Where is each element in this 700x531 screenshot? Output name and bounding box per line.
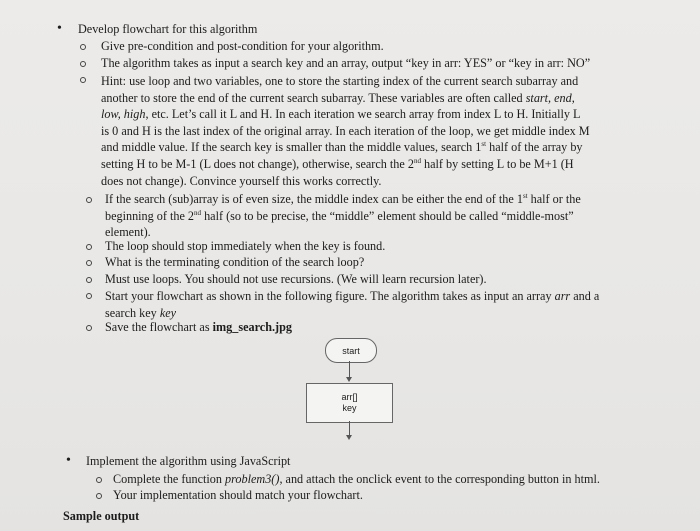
- superscript: nd: [413, 156, 421, 165]
- io-key-label: key: [342, 403, 357, 413]
- fn-text: Complete the function: [113, 472, 226, 486]
- io-arr-label: arr[]: [341, 392, 358, 402]
- hint-line: Hint: use loop and two variables, one to store the starting index of the current search subarray and: [101, 74, 579, 88]
- flowchart-connector: [349, 421, 350, 435]
- sub-bullet-circle: [86, 325, 92, 331]
- even-text: half or the: [527, 192, 581, 206]
- arrow-down-icon: [346, 435, 352, 440]
- item-loop-stop: The loop should stop immediately when the key is found.: [105, 239, 386, 253]
- item-complete-function: [113, 472, 600, 487]
- sample-output-heading: Sample output: [63, 509, 140, 523]
- start-line: [105, 288, 665, 305]
- sub-bullet-circle: [86, 197, 92, 203]
- item-even-size: [105, 191, 665, 241]
- hint-text: setting H to be M-1 (L does not change), otherwise, search the 2: [101, 156, 414, 171]
- item-input-output: The algorithm takes as input a search key and an array, output “key in arr: YES” or “key in arr: NO”: [101, 56, 591, 70]
- superscript: st: [522, 192, 528, 200]
- sub-bullet-circle: [80, 61, 86, 67]
- filename-bold: img_search.jpg: [212, 320, 292, 334]
- hint-italic-low-high: low, high: [101, 107, 146, 122]
- item-start-flowchart: [105, 288, 665, 321]
- start-label: start: [342, 345, 360, 356]
- section-title-flowchart: Develop flowchart for this algorithm: [78, 22, 258, 36]
- even-text: If the search (sub)array is of even size, the middle index can be either the end of the 1: [105, 192, 523, 206]
- save-text: Save the flowchart as: [105, 320, 213, 334]
- flowchart-start-terminal: [325, 338, 377, 363]
- start-line: [105, 305, 665, 322]
- bullet-dot: •: [57, 21, 62, 36]
- item-must-use-loops: Must use loops. You should not use recursions. (We will learn recursion later).: [105, 272, 487, 286]
- flowchart-connector: [349, 361, 350, 377]
- sub-bullet-circle: [86, 277, 92, 283]
- even-line: [105, 191, 665, 208]
- hint-line: is 0 and H is the last index of the original array. In each iteration of the loop, we get middle index M: [101, 123, 590, 138]
- item-save-flowchart: [105, 320, 292, 335]
- hint-line: [101, 156, 661, 173]
- hint-line: [101, 139, 661, 156]
- hint-text: another to store the end of the current search subarray. These variables are often called: [101, 90, 526, 105]
- hint-line: [101, 106, 661, 123]
- hint-text: and middle value. If the search key is smaller than the middle values, search 1: [101, 140, 482, 155]
- italic-key: key: [159, 305, 177, 320]
- italic-arr: arr: [554, 289, 571, 303]
- item-hint-paragraph: [101, 73, 661, 189]
- hint-text: , etc. Let’s call it L and H. In each iteration we search array from index L to H. Initially L: [145, 107, 581, 122]
- arrow-down-icon: [346, 377, 352, 382]
- sub-bullet-circle: [86, 293, 92, 299]
- hint-text: half of the array by: [486, 140, 583, 155]
- hint-line: [101, 90, 661, 107]
- item-match-flowchart: Your implementation should match your flowchart.: [113, 488, 363, 502]
- item-terminating-condition: What is the terminating condition of the search loop?: [105, 255, 365, 269]
- hint-line: does not change). Convince yourself this works correctly.: [101, 173, 382, 188]
- hint-italic-start-end: start, end,: [525, 90, 575, 105]
- sub-bullet-circle: [80, 77, 86, 83]
- sub-bullet-circle: [86, 244, 92, 250]
- even-text: beginning of the 2: [105, 208, 195, 223]
- even-text: half (so to be precise, the “middle” element should be called “middle-most”: [201, 208, 574, 223]
- fn-name-italic: problem3(): [225, 472, 280, 486]
- superscript: nd: [194, 208, 202, 217]
- even-line: element).: [105, 225, 151, 240]
- hint-text: half by setting L to be M+1 (H: [420, 156, 574, 171]
- sub-bullet-circle: [96, 493, 102, 499]
- bullet-dot: •: [66, 453, 71, 468]
- start-text: search key: [105, 305, 160, 320]
- section-title-javascript: Implement the algorithm using JavaScript: [86, 454, 291, 468]
- flowchart-input-box: [306, 383, 393, 423]
- item-precondition: Give pre-condition and post-condition for your algorithm.: [101, 39, 384, 53]
- superscript: st: [481, 140, 487, 149]
- even-line: [105, 208, 665, 225]
- start-text: Start your flowchart as shown in the following figure. The algorithm takes as input an array: [105, 289, 555, 303]
- sub-bullet-circle: [86, 260, 92, 266]
- sub-bullet-circle: [96, 477, 102, 483]
- start-text: and a: [570, 289, 600, 303]
- sub-bullet-circle: [80, 44, 86, 50]
- fn-text: , and attach the onclick event to the corresponding button in html.: [279, 472, 600, 486]
